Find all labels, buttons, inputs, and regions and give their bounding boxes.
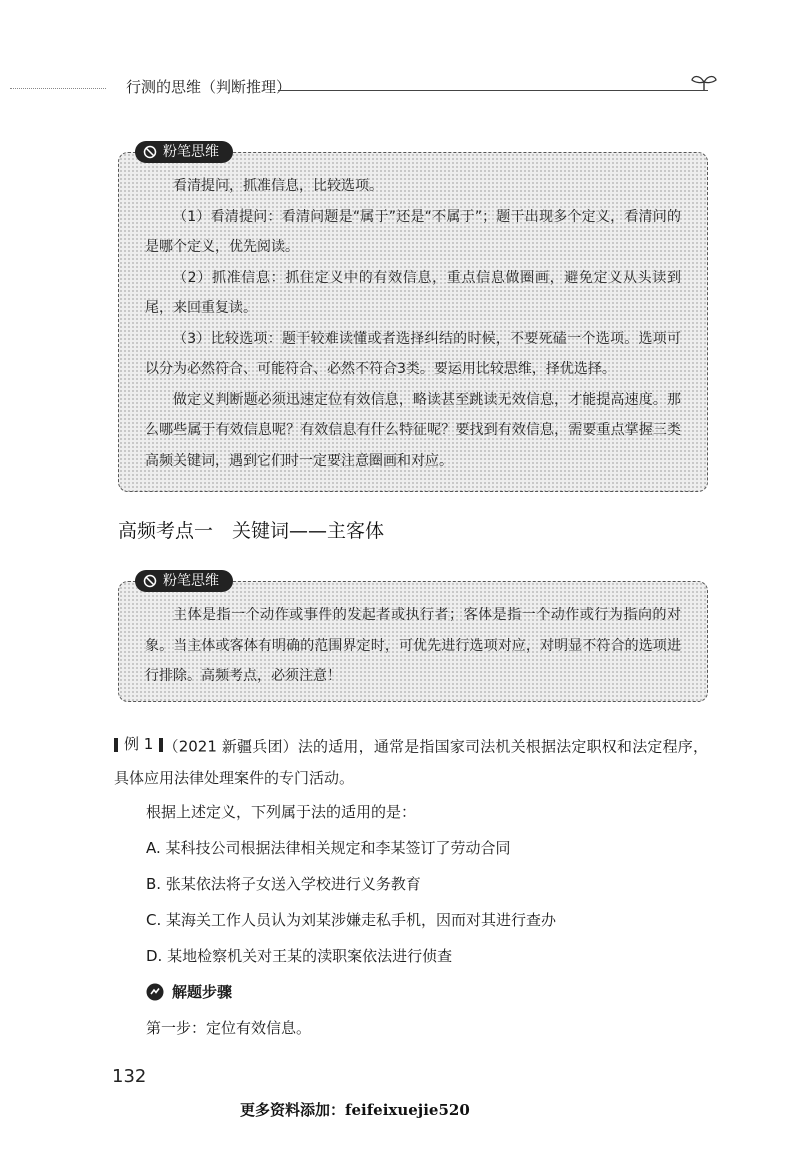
- box-paragraph: 做定义判断题必须迅速定位有效信息，略读甚至跳读无效信息，才能提高速度。那么哪些属于有效信息呢？有效信息有什么特征呢？要找到有效信息，需要重点掌握三类高频关键词，遇到它们时一定要注意圈画和对应。: [145, 391, 681, 469]
- step-one: 第一步：定位有效信息。: [146, 1018, 312, 1037]
- sprout-icon: [690, 72, 718, 92]
- page-number: 132: [112, 1066, 147, 1087]
- thinking-box-tag-label: 粉笔思维: [163, 144, 219, 160]
- option-d: D. 某地检察机关对王某的渎职案依法进行侦查: [146, 946, 453, 965]
- thinking-box-overview: [118, 144, 708, 492]
- footer-note: 更多资料添加：feifeixuejie520: [240, 1101, 470, 1119]
- option-a: A. 某科技公司根据法律相关规定和李某签订了劳动合同: [146, 838, 511, 857]
- question-prompt: 根据上述定义，下列属于法的适用的是：: [146, 802, 417, 821]
- example-stem: [114, 729, 708, 794]
- thinking-box-tag: [135, 141, 233, 163]
- no-entry-icon: [143, 574, 157, 588]
- example-label: 例 1: [114, 729, 163, 760]
- steps-icon: [146, 983, 164, 1001]
- option-b: B. 张某依法将子女送入学校进行义务教育: [146, 874, 421, 893]
- header-title: 行测的思维（判断推理）: [126, 78, 292, 96]
- header-dotted-leader: [10, 88, 106, 89]
- solution-steps-heading: 解题步骤: [114, 974, 708, 1010]
- example-section: [114, 729, 708, 1046]
- thinking-box-subject-object: [118, 573, 708, 702]
- box-paragraph: （1）看清提问：看清问题是“属于”还是“不属于”；题干出现多个定义，看清问的是哪个定义，优先阅读。: [145, 208, 681, 255]
- header-rule: [278, 90, 708, 91]
- example-text: （2021 新疆兵团）法的适用，通常是指国家司法机关根据法定职权和法定程序，具体应用法律处理案件的专门活动。: [114, 737, 708, 787]
- option-c: C. 某海关工作人员认为刘某涉嫌走私手机，因而对其进行查办: [146, 910, 557, 929]
- section-heading: 高频考点一 关键词——主客体: [118, 520, 385, 542]
- thinking-box-tag-label: 粉笔思维: [163, 573, 219, 589]
- thinking-box-tag: [135, 570, 233, 592]
- box-paragraph: （3）比较选项：题干较难读懂或者选择纠结的时候，不要死磕一个选项。选项可以分为必然符合、可能符合、必然不符合3类。要运用比较思维，择优选择。: [145, 330, 681, 377]
- box-paragraph: （2）抓准信息：抓住定义中的有效信息，重点信息做圈画，避免定义从头读到尾，来回重复读。: [145, 269, 681, 316]
- no-entry-icon: [143, 145, 157, 159]
- box-paragraph: 主体是指一个动作或事件的发起者或执行者；客体是指一个动作或行为指向的对象。当主体或客体有明确的范围界定时，可优先进行选项对应，对明显不符合的选项进行排除。高频考点，必须注意！: [145, 607, 681, 684]
- running-header: [10, 72, 710, 102]
- box-paragraph: 看清提问，抓准信息，比较选项。: [173, 178, 383, 194]
